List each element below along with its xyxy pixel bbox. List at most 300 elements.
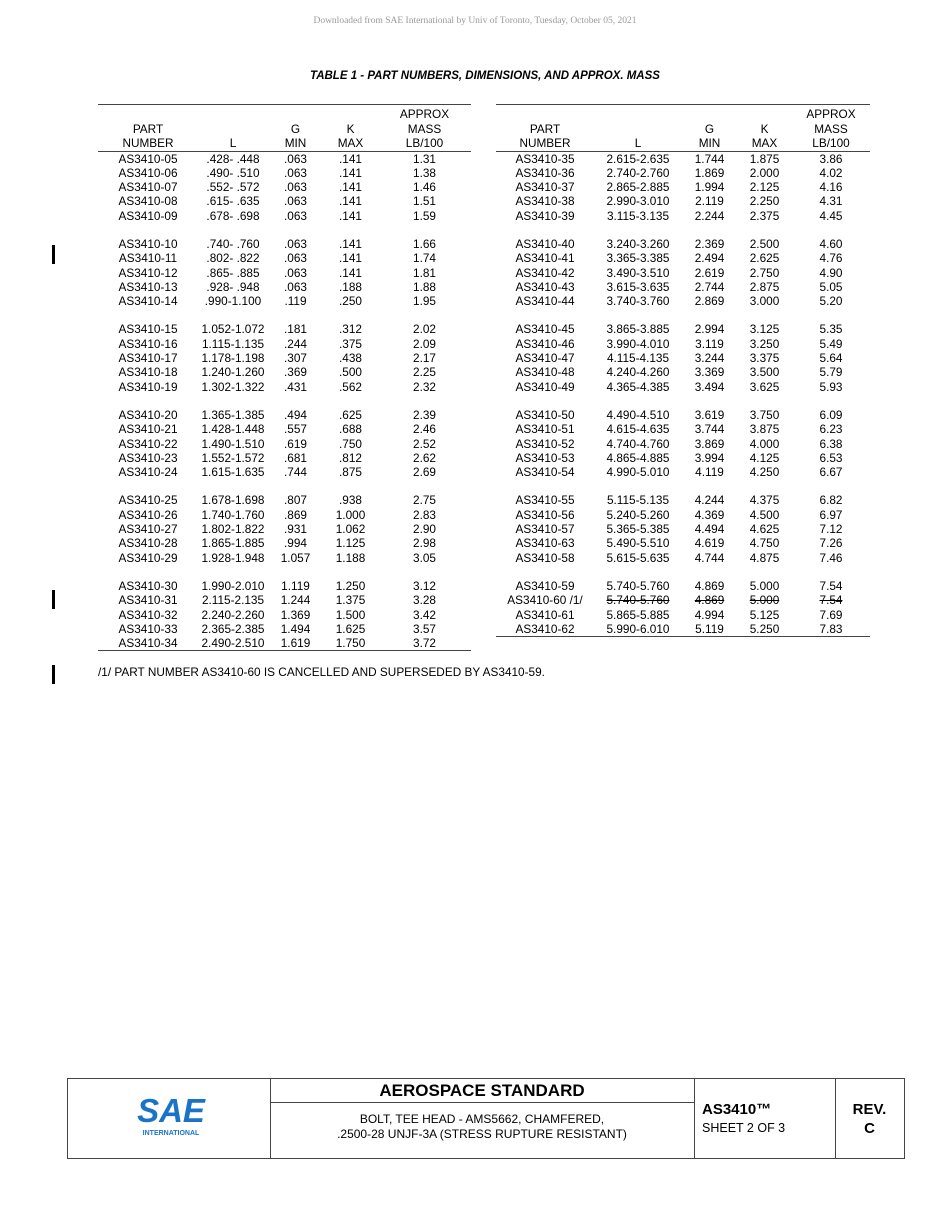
- mass-cell: 2.69: [413, 465, 436, 480]
- length-cell: 4.240-4.260: [606, 365, 670, 380]
- table-row: [496, 151, 870, 166]
- g-min-cell: .063: [284, 236, 307, 251]
- k-max-cell: .812: [339, 450, 362, 465]
- k-max-cell: .141: [339, 151, 362, 166]
- table-row: [98, 223, 471, 251]
- col-k-header: K MAX: [751, 121, 778, 150]
- length-cell: 1.928-1.948: [201, 550, 265, 565]
- table-row: [98, 622, 471, 636]
- length-cell: 5.240-5.260: [606, 507, 670, 522]
- part-number-cell: AS3410-15: [118, 322, 178, 337]
- g-min-cell: 2.994: [694, 322, 725, 337]
- mass-cell: 4.90: [819, 265, 843, 280]
- k-max-cell: 3.500: [749, 365, 780, 380]
- g-min-cell: .744: [284, 465, 307, 480]
- length-cell: 2.115-2.135: [201, 593, 265, 608]
- table-row: [98, 465, 471, 479]
- part-number-cell: AS3410-35: [515, 151, 575, 166]
- k-max-cell: .141: [339, 165, 362, 180]
- table-row: [496, 209, 870, 223]
- mass-cell: 2.75: [413, 493, 436, 508]
- k-max-cell: 2.625: [749, 251, 780, 266]
- part-number-cell: AS3410-36: [515, 165, 575, 180]
- g-min-cell: 1.619: [268, 636, 323, 651]
- k-max-cell: 5.125: [749, 607, 780, 622]
- col-k-header: K MAX: [337, 121, 364, 150]
- g-min-cell: .307: [284, 351, 307, 366]
- g-min-cell: 1.244: [280, 593, 311, 608]
- table-row: [98, 294, 471, 308]
- g-min-cell: 2.244: [694, 208, 725, 223]
- g-min-cell: 2.119: [695, 194, 724, 209]
- table-row: [98, 636, 471, 651]
- revision-change-bar: [52, 245, 55, 264]
- k-max-cell: .688: [339, 422, 362, 437]
- table-row: [98, 536, 471, 550]
- length-cell: .740- .760: [206, 236, 260, 251]
- mass-cell: 3.42: [413, 607, 436, 622]
- k-max-cell: 1.188: [335, 550, 366, 565]
- g-min-cell: .681: [284, 450, 307, 465]
- part-number-cell: AS3410-57: [515, 522, 575, 537]
- mass-cell: 1.59: [413, 208, 436, 223]
- table-row: [98, 437, 471, 451]
- length-cell: 5.990-6.010: [594, 622, 682, 637]
- length-cell: 3.740-3.760: [606, 294, 670, 309]
- g-min-cell: 2.369: [694, 236, 725, 251]
- k-max-cell: 3.000: [749, 294, 780, 309]
- row-group: [98, 151, 471, 223]
- col-g-header: G MIN: [698, 121, 721, 150]
- mass-cell: 1.31: [413, 151, 436, 166]
- k-max-cell: 1.000: [335, 507, 366, 522]
- part-number-cell: AS3410-58: [515, 550, 575, 565]
- row-group: [496, 479, 870, 564]
- table-row: [496, 508, 870, 522]
- table-row: [496, 451, 870, 465]
- length-cell: 1.178-1.198: [201, 351, 265, 366]
- length-cell: 1.052-1.072: [201, 322, 265, 337]
- table-row: [496, 351, 870, 365]
- table-row: [98, 308, 471, 336]
- length-cell: .678- .698: [206, 208, 260, 223]
- part-number-cell: AS3410-39: [515, 208, 575, 223]
- k-max-cell: 1.500: [335, 607, 366, 622]
- length-cell: 1.740-1.760: [201, 507, 265, 522]
- part-number-cell: AS3410-21: [118, 422, 178, 437]
- part-number-cell: AS3410-47: [515, 351, 575, 366]
- mass-cell: 2.39: [413, 407, 436, 422]
- length-cell: 4.865-4.885: [606, 450, 670, 465]
- g-min-cell: 3.869: [694, 436, 725, 451]
- mass-cell: 2.52: [413, 436, 436, 451]
- g-min-cell: 1.744: [694, 151, 725, 166]
- k-max-cell: 1.750: [323, 636, 378, 651]
- k-max-cell: .250: [339, 294, 362, 309]
- k-max-cell: .141: [339, 251, 362, 266]
- k-max-cell: 4.625: [749, 522, 780, 537]
- col-mass-header: APPROX MASS LB/100: [806, 107, 856, 150]
- mass-cell: 6.67: [819, 465, 843, 480]
- revision-letter: C: [864, 1120, 875, 1137]
- g-min-cell: 4.994: [694, 607, 725, 622]
- part-number-cell: AS3410-51: [515, 422, 575, 437]
- mass-cell: 4.02: [819, 165, 843, 180]
- mass-cell: 7.83: [792, 622, 870, 637]
- g-min-cell: 3.619: [694, 407, 725, 422]
- k-max-cell: 2.375: [749, 208, 780, 223]
- k-max-cell: 1.375: [335, 593, 366, 608]
- row-group: [98, 308, 471, 393]
- mass-cell: 7.12: [819, 522, 843, 537]
- col-g-header: G MIN: [284, 121, 307, 150]
- g-min-cell: 1.869: [694, 165, 725, 180]
- row-group: [496, 151, 870, 223]
- k-max-cell: .141: [339, 208, 362, 223]
- part-number-cell: AS3410-52: [515, 436, 575, 451]
- mass-cell: 1.88: [413, 279, 436, 294]
- mass-cell: 7.54: [819, 593, 843, 608]
- length-cell: 4.740-4.760: [606, 436, 670, 451]
- g-min-cell: 3.494: [694, 379, 725, 394]
- g-min-cell: 1.494: [280, 621, 311, 636]
- part-number-cell: AS3410-49: [515, 379, 575, 394]
- k-max-cell: 4.375: [749, 493, 780, 508]
- mass-cell: 4.45: [819, 208, 843, 223]
- part-number-cell: AS3410-42: [515, 265, 575, 280]
- mass-cell: 2.25: [413, 365, 436, 380]
- table-row: [98, 180, 471, 194]
- table-row: [496, 266, 870, 280]
- length-cell: 2.990-3.010: [606, 194, 670, 209]
- length-cell: 2.865-2.885: [606, 180, 670, 195]
- k-max-cell: 4.500: [749, 507, 780, 522]
- length-cell: 3.115-3.135: [606, 208, 670, 223]
- part-number-cell: AS3410-28: [118, 536, 178, 551]
- mass-cell: 2.62: [413, 450, 436, 465]
- mass-cell: 7.69: [819, 607, 843, 622]
- length-cell: .615- .635: [206, 194, 260, 209]
- table-row: [98, 508, 471, 522]
- table-row: [98, 479, 471, 507]
- mass-cell: 2.02: [413, 322, 436, 337]
- table-row: [98, 194, 471, 208]
- part-number-cell: AS3410-63: [515, 536, 575, 551]
- part-number-cell: AS3410-37: [515, 180, 575, 195]
- part-number-cell: AS3410-29: [118, 550, 178, 565]
- mass-cell: 2.46: [413, 422, 436, 437]
- g-min-cell: 3.369: [694, 365, 725, 380]
- mass-cell: 7.54: [819, 578, 843, 593]
- length-cell: 1.115-1.135: [201, 336, 265, 351]
- part-number-cell: AS3410-60 /1/: [507, 593, 583, 608]
- part-number-cell: AS3410-50: [515, 407, 575, 422]
- mass-cell: 3.05: [413, 550, 436, 565]
- mass-cell: 7.26: [819, 536, 843, 551]
- table-row: [98, 166, 471, 180]
- table-row: [496, 437, 870, 451]
- table-header: [98, 105, 471, 152]
- length-cell: .865- .885: [206, 265, 260, 280]
- part-number-cell: AS3410-17: [118, 351, 178, 366]
- k-max-cell: 3.375: [749, 351, 780, 366]
- revision-change-bar: [52, 590, 55, 609]
- g-min-cell: .931: [284, 522, 307, 537]
- part-number-cell: AS3410-11: [118, 251, 178, 266]
- part-description-line-2: .2500-28 UNJF-3A (STRESS RUPTURE RESISTANT): [337, 1126, 627, 1141]
- part-number-cell: AS3410-24: [118, 465, 178, 480]
- length-cell: 1.615-1.635: [201, 465, 265, 480]
- table-row: [98, 266, 471, 280]
- table-row: [98, 337, 471, 351]
- table-row: [98, 565, 471, 593]
- table-row: [98, 380, 471, 394]
- sheet-number: SHEET 2 OF 3: [702, 1121, 786, 1135]
- part-number-cell: AS3410-22: [118, 436, 178, 451]
- k-max-cell: 2.125: [749, 180, 780, 195]
- mass-cell: 6.97: [819, 507, 843, 522]
- length-cell: 3.615-3.635: [606, 279, 670, 294]
- length-cell: .552- .572: [206, 180, 260, 195]
- length-cell: 3.490-3.510: [606, 265, 670, 280]
- table-row: [496, 280, 870, 294]
- k-max-cell: .875: [339, 465, 362, 480]
- length-cell: 5.865-5.885: [606, 607, 670, 622]
- mass-cell: 2.17: [413, 351, 436, 366]
- row-group: [98, 565, 471, 651]
- mass-cell: 5.05: [819, 279, 843, 294]
- mass-cell: 1.51: [413, 194, 436, 209]
- table-row: [496, 479, 870, 507]
- mass-cell: 4.31: [819, 194, 843, 209]
- table-row: [98, 151, 471, 166]
- part-number-cell: AS3410-44: [515, 294, 575, 309]
- table-row: [496, 251, 870, 265]
- title-cell: [270, 1079, 695, 1158]
- k-max-cell: .438: [339, 351, 362, 366]
- revision-change-bar: [52, 665, 55, 684]
- download-watermark: Downloaded from SAE International by Univ of Toronto, Tuesday, October 05, 2021: [313, 16, 637, 26]
- length-cell: .990-1.100: [204, 294, 262, 309]
- length-cell: 3.865-3.885: [606, 322, 670, 337]
- length-cell: 5.740-5.760: [606, 578, 670, 593]
- table-title: TABLE 1 - PART NUMBERS, DIMENSIONS, AND APPROX. MASS: [310, 70, 660, 82]
- col-part-number-header: PART NUMBER: [519, 121, 571, 150]
- table-row: [98, 551, 471, 565]
- mass-cell: 3.28: [413, 593, 436, 608]
- table-row: [98, 422, 471, 436]
- length-cell: 1.990-2.010: [201, 578, 265, 593]
- g-min-cell: .063: [284, 151, 307, 166]
- row-group: [98, 394, 471, 479]
- g-min-cell: 3.994: [694, 450, 725, 465]
- length-cell: 4.115-4.135: [606, 351, 670, 366]
- row-group: [98, 223, 471, 308]
- part-number-cell: AS3410-13: [118, 279, 178, 294]
- table-row: [496, 166, 870, 180]
- mass-cell: 5.79: [819, 365, 843, 380]
- part-number-cell: AS3410-41: [515, 251, 575, 266]
- k-max-cell: .750: [339, 436, 362, 451]
- mass-cell: 3.72: [378, 636, 471, 651]
- k-max-cell: 1.625: [335, 621, 366, 636]
- g-min-cell: .063: [284, 208, 307, 223]
- table-row: [98, 251, 471, 265]
- k-max-cell: 2.250: [749, 194, 780, 209]
- k-max-cell: .312: [339, 322, 362, 337]
- table-row: [496, 194, 870, 208]
- g-min-cell: 4.869: [694, 593, 725, 608]
- mass-cell: 6.53: [819, 450, 843, 465]
- part-number-cell: AS3410-25: [118, 493, 178, 508]
- g-min-cell: 4.244: [694, 493, 725, 508]
- g-min-cell: 3.244: [694, 351, 725, 366]
- g-min-cell: 4.494: [694, 522, 725, 537]
- g-min-cell: 4.119: [695, 465, 724, 480]
- table-row: [496, 551, 870, 565]
- mass-cell: 5.35: [819, 322, 843, 337]
- table-row: [98, 365, 471, 379]
- document-number: AS3410™: [702, 1101, 772, 1118]
- sae-logo-subtext: INTERNATIONAL: [142, 1130, 200, 1137]
- k-max-cell: .141: [339, 236, 362, 251]
- length-cell: 3.240-3.260: [606, 236, 670, 251]
- table-row: [496, 522, 870, 536]
- length-cell: 5.115-5.135: [606, 493, 670, 508]
- k-max-cell: 3.250: [749, 336, 780, 351]
- mass-cell: 3.12: [413, 578, 436, 593]
- k-max-cell: 4.125: [749, 450, 780, 465]
- parts-table-right: [496, 104, 870, 637]
- part-number-cell: AS3410-31: [118, 593, 178, 608]
- part-number-cell: AS3410-43: [515, 279, 575, 294]
- length-cell: .928- .948: [206, 279, 260, 294]
- mass-cell: 5.20: [819, 294, 843, 309]
- g-min-cell: 3.119: [695, 336, 724, 351]
- k-max-cell: .141: [339, 180, 362, 195]
- part-number-cell: AS3410-59: [515, 578, 575, 593]
- length-cell: 2.740-2.760: [606, 165, 670, 180]
- mass-cell: 1.66: [413, 236, 436, 251]
- g-min-cell: 1.369: [280, 607, 311, 622]
- g-min-cell: .807: [284, 493, 307, 508]
- mass-cell: 4.60: [819, 236, 843, 251]
- k-max-cell: .500: [339, 365, 362, 380]
- g-min-cell: .869: [284, 507, 307, 522]
- table-row: [496, 180, 870, 194]
- table-row: [98, 593, 471, 607]
- parts-table-left: [98, 104, 471, 651]
- part-number-cell: AS3410-20: [118, 407, 178, 422]
- part-description: [270, 1103, 694, 1141]
- length-cell: 2.615-2.635: [606, 151, 670, 166]
- g-min-cell: 4.869: [694, 578, 725, 593]
- g-min-cell: .619: [284, 436, 307, 451]
- k-max-cell: 4.750: [749, 536, 780, 551]
- g-min-cell: .494: [284, 407, 307, 422]
- part-number-cell: AS3410-05: [118, 151, 178, 166]
- part-number-cell: AS3410-10: [118, 236, 178, 251]
- k-max-cell: 5.250: [737, 622, 792, 637]
- length-cell: 2.490-2.510: [198, 636, 268, 651]
- part-number-cell: AS3410-07: [118, 180, 178, 195]
- title-block: [67, 1078, 905, 1159]
- part-number-cell: AS3410-61: [515, 607, 575, 622]
- part-number-cell: AS3410-18: [118, 365, 178, 380]
- mass-cell: 5.49: [819, 336, 843, 351]
- g-min-cell: 4.744: [694, 550, 725, 565]
- g-min-cell: .063: [284, 194, 307, 209]
- part-number-cell: AS3410-26: [118, 507, 178, 522]
- g-min-cell: .994: [284, 536, 307, 551]
- length-cell: 3.990-4.010: [606, 336, 670, 351]
- length-cell: 1.428-1.448: [201, 422, 265, 437]
- mass-cell: 1.46: [413, 180, 436, 195]
- part-number-cell: AS3410-45: [515, 322, 575, 337]
- row-group: [496, 565, 870, 637]
- k-max-cell: 1.062: [335, 522, 366, 537]
- k-max-cell: 1.125: [335, 536, 366, 551]
- col-mass-header: APPROX MASS LB/100: [399, 107, 450, 150]
- g-min-cell: 1.057: [280, 550, 311, 565]
- g-min-cell: 2.744: [694, 279, 725, 294]
- part-number-cell: AS3410-09: [118, 208, 178, 223]
- length-cell: 1.365-1.385: [201, 407, 265, 422]
- mass-cell: 2.98: [413, 536, 436, 551]
- k-max-cell: 1.250: [335, 578, 366, 593]
- g-min-cell: .063: [284, 180, 307, 195]
- part-number-cell: AS3410-23: [118, 450, 178, 465]
- mass-cell: 3.86: [819, 151, 843, 166]
- mass-cell: 2.32: [413, 379, 436, 394]
- table-row: [496, 422, 870, 436]
- revision-cell: [835, 1079, 904, 1158]
- sae-logo-text: SAE: [137, 1092, 205, 1129]
- k-max-cell: 3.750: [749, 407, 780, 422]
- part-number-cell: AS3410-32: [118, 607, 178, 622]
- mass-cell: 5.93: [819, 379, 843, 394]
- g-min-cell: 4.619: [694, 536, 725, 551]
- g-min-cell: 2.619: [694, 265, 725, 280]
- table-row: [496, 394, 870, 422]
- part-number-cell: AS3410-27: [118, 522, 178, 537]
- k-max-cell: 2.500: [749, 236, 780, 251]
- length-cell: 1.678-1.698: [201, 493, 265, 508]
- sae-logo: [136, 1092, 206, 1138]
- row-group: [496, 394, 870, 479]
- table-row: [496, 380, 870, 394]
- table-row: [496, 365, 870, 379]
- row-group: [98, 479, 471, 564]
- part-number-cell: AS3410-48: [515, 365, 575, 380]
- length-cell: 4.615-4.635: [606, 422, 670, 437]
- length-cell: 3.365-3.385: [606, 251, 670, 266]
- table-row: [496, 223, 870, 251]
- table-row: [496, 593, 870, 607]
- mass-cell: 2.83: [413, 507, 436, 522]
- row-group: [496, 223, 870, 308]
- g-min-cell: 2.494: [694, 251, 725, 266]
- g-min-cell: .431: [284, 379, 307, 394]
- k-max-cell: .188: [339, 279, 362, 294]
- part-number-cell: AS3410-53: [515, 450, 575, 465]
- length-cell: .428- .448: [206, 151, 260, 166]
- mass-cell: 6.82: [819, 493, 843, 508]
- k-max-cell: .625: [339, 407, 362, 422]
- mass-cell: 2.09: [413, 336, 436, 351]
- k-max-cell: 4.875: [749, 550, 780, 565]
- table-row: [496, 294, 870, 308]
